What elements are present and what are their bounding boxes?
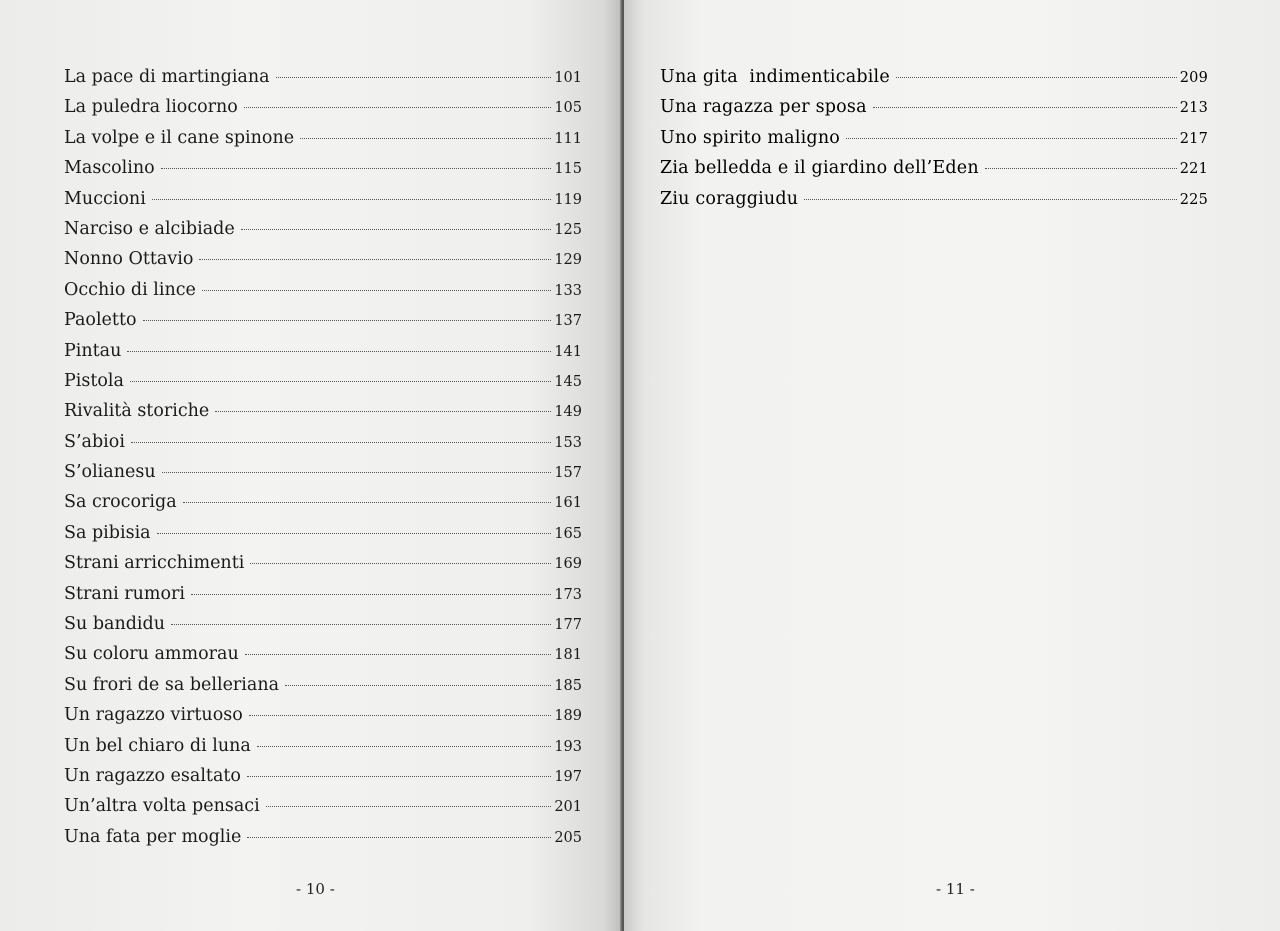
entry-page-number: 105 <box>554 100 582 117</box>
entry-page-number: 111 <box>554 130 582 147</box>
entry-page-number: 119 <box>554 191 582 208</box>
entry-page-number: 173 <box>554 586 582 603</box>
dot-leader <box>191 594 551 595</box>
entry-title: La volpe e il cane spinone <box>64 127 295 148</box>
dot-leader <box>285 685 551 686</box>
entry-title: Paoletto <box>64 310 137 331</box>
dot-leader <box>257 746 552 747</box>
entry-title: Pistola <box>64 370 124 391</box>
entry-title: Rivalità storiche <box>64 401 210 422</box>
dot-leader <box>985 168 1177 169</box>
toc-entry <box>64 427 582 457</box>
dot-leader <box>276 77 552 78</box>
entry-page-number: 193 <box>554 738 582 755</box>
dot-leader <box>247 837 551 838</box>
entry-title: Su bandidu <box>64 614 166 635</box>
entry-title: Pintau <box>64 340 122 361</box>
toc-entry <box>64 275 582 305</box>
entry-title: Su coloru ammorau <box>64 644 239 665</box>
dot-leader <box>846 138 1177 139</box>
dot-leader <box>241 229 552 230</box>
entry-page-number: 101 <box>554 70 582 86</box>
entry-title: Nonno Ottavio <box>64 249 194 270</box>
dot-leader <box>300 138 551 139</box>
page-number-footer: - 11 - <box>936 880 975 898</box>
page-number-footer: - 10 - <box>296 880 335 898</box>
entry-title: Sa crocoriga <box>64 492 177 513</box>
dot-leader <box>183 502 552 503</box>
left-page <box>0 0 622 931</box>
toc-entry <box>64 457 582 487</box>
entry-page-number: 149 <box>554 404 582 421</box>
entry-title: Muccioni <box>64 188 146 209</box>
entry-page-number: 115 <box>554 161 582 178</box>
toc-list-left <box>64 62 582 852</box>
entry-title: Strani rumori <box>64 583 185 604</box>
dot-leader <box>130 381 551 382</box>
toc-entry <box>660 92 1208 122</box>
toc-entry <box>64 92 582 122</box>
entry-title: S’abioi <box>64 431 125 452</box>
entry-title: Una gita indimenticabile <box>660 67 890 87</box>
entry-page-number: 209 <box>1179 70 1208 86</box>
toc-list-right <box>660 62 1208 214</box>
toc-entry <box>64 336 582 366</box>
toc-entry <box>660 153 1208 183</box>
entry-page-number: 197 <box>554 768 582 785</box>
entry-page-number: 161 <box>554 495 582 512</box>
entry-page-number: 157 <box>554 465 582 482</box>
dot-leader <box>152 199 552 200</box>
dot-leader <box>161 168 552 169</box>
entry-page-number: 125 <box>554 221 582 238</box>
entry-title: Mascolino <box>64 158 155 179</box>
dot-leader <box>202 290 551 291</box>
entry-page-number: 225 <box>1179 191 1208 208</box>
entry-page-number: 129 <box>554 252 582 269</box>
dot-leader <box>247 776 551 777</box>
entry-title: Occhio di lince <box>64 279 196 300</box>
toc-entry <box>660 123 1208 153</box>
entry-page-number: 217 <box>1179 130 1208 147</box>
entry-title: Un ragazzo esaltato <box>64 765 241 786</box>
toc-entry <box>660 62 1208 92</box>
toc-entry <box>64 791 582 821</box>
dot-leader <box>804 199 1176 200</box>
entry-title: Una ragazza per sposa <box>660 97 867 118</box>
dot-leader <box>157 533 552 534</box>
entry-title: Ziu coraggiudu <box>660 188 799 209</box>
entry-page-number: 181 <box>554 647 582 664</box>
toc-entry <box>64 153 582 183</box>
dot-leader <box>245 654 552 655</box>
entry-page-number: 145 <box>554 373 582 390</box>
entry-page-number: 133 <box>554 282 582 299</box>
toc-entry <box>64 305 582 335</box>
entry-title: Su frori de sa belleriana <box>64 674 280 695</box>
entry-page-number: 169 <box>554 556 582 573</box>
dot-leader <box>250 563 551 564</box>
toc-entry <box>64 670 582 700</box>
toc-entry <box>64 609 582 639</box>
entry-title: Strani arricchimenti <box>64 553 245 574</box>
entry-page-number: 221 <box>1179 161 1208 178</box>
toc-entry <box>64 548 582 578</box>
toc-entry <box>64 214 582 244</box>
toc-entry <box>64 579 582 609</box>
dot-leader <box>143 320 552 321</box>
toc-entry <box>64 62 582 92</box>
entry-page-number: 165 <box>554 525 582 542</box>
entry-title: Un’altra volta pensaci <box>64 796 260 817</box>
entry-page-number: 137 <box>554 313 582 330</box>
entry-page-number: 205 <box>554 829 582 846</box>
entry-title: La pace di martingiana <box>64 67 270 87</box>
toc-entry <box>64 487 582 517</box>
entry-title: Un ragazzo virtuoso <box>64 705 243 726</box>
entry-page-number: 213 <box>1179 100 1208 117</box>
entry-title: Un bel chiaro di luna <box>64 735 251 756</box>
dot-leader <box>131 442 551 443</box>
entry-page-number: 141 <box>554 343 582 360</box>
dot-leader <box>873 107 1177 108</box>
entry-page-number: 177 <box>554 617 582 634</box>
dot-leader <box>127 351 551 352</box>
dot-leader <box>896 77 1177 78</box>
entry-title: Narciso e alcibiade <box>64 218 235 239</box>
dot-leader <box>249 715 552 716</box>
toc-entry <box>64 366 582 396</box>
entry-title: Una fata per moglie <box>64 826 242 847</box>
toc-entry <box>64 822 582 852</box>
dot-leader <box>162 472 552 473</box>
toc-entry <box>64 518 582 548</box>
toc-entry <box>64 731 582 761</box>
entry-title: Sa pibisia <box>64 522 151 543</box>
entry-page-number: 153 <box>554 434 582 451</box>
toc-entry <box>64 184 582 214</box>
toc-entry <box>64 639 582 669</box>
entry-page-number: 185 <box>554 677 582 694</box>
toc-entry <box>660 184 1208 214</box>
entry-title: Uno spirito maligno <box>660 127 841 148</box>
entry-title: S’olianesu <box>64 462 156 483</box>
dot-leader <box>266 806 552 807</box>
dot-leader <box>199 259 551 260</box>
entry-page-number: 201 <box>554 799 582 816</box>
dot-leader <box>171 624 551 625</box>
entry-page-number: 189 <box>554 708 582 725</box>
dot-leader <box>244 107 551 108</box>
entry-title: La puledra liocorno <box>64 97 238 118</box>
entry-title: Zia belledda e il giardino dell’Eden <box>660 158 979 179</box>
toc-entry <box>64 761 582 791</box>
toc-entry <box>64 244 582 274</box>
dot-leader <box>215 411 551 412</box>
toc-entry <box>64 123 582 153</box>
toc-entry <box>64 700 582 730</box>
toc-entry <box>64 396 582 426</box>
